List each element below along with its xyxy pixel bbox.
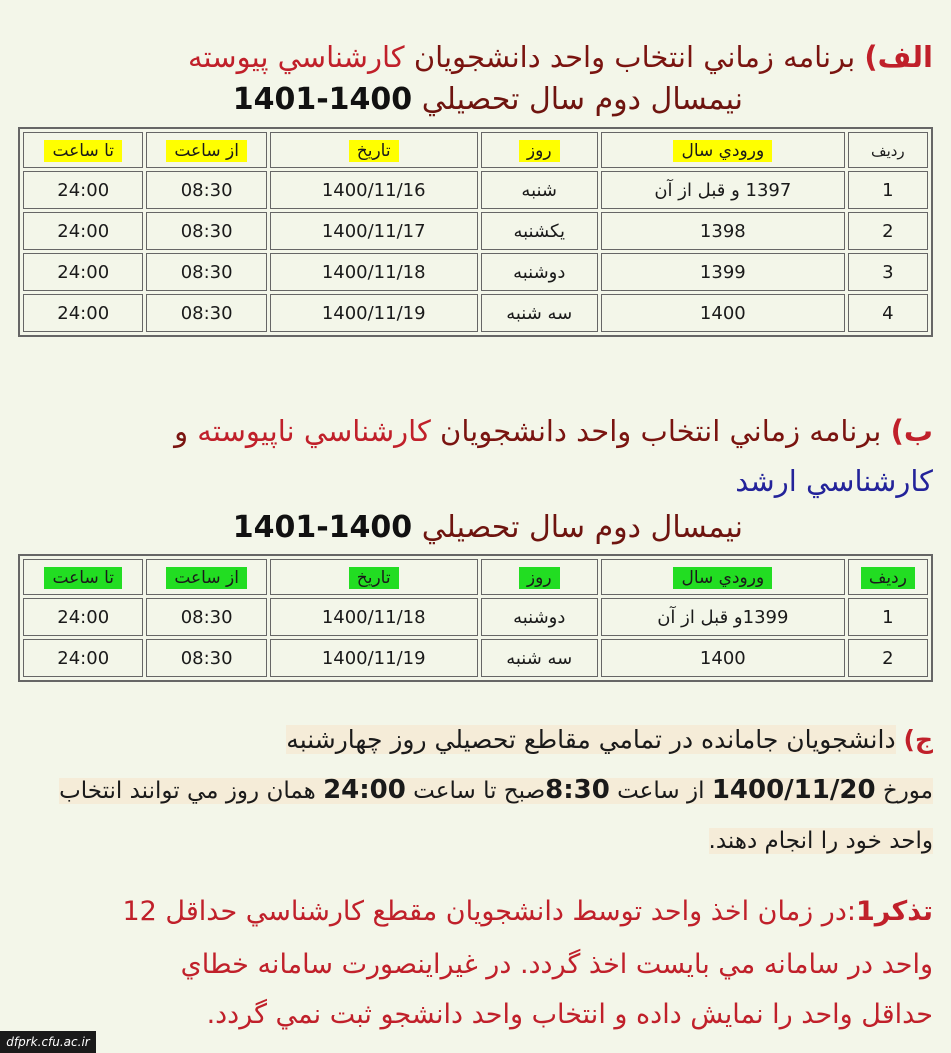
- section-a-title-highlight: كارشناسي پيوسته: [187, 40, 405, 74]
- cell-entry-year: 1400: [601, 294, 845, 332]
- cell-day: يكشنبه: [481, 212, 598, 250]
- section-c-line2-body: [59, 775, 933, 805]
- header-day: روز: [481, 559, 598, 595]
- note-line1-text: :در زمان اخذ واحد توسط دانشجويان مقطع كارشناسي حداقل 12: [122, 896, 856, 927]
- section-a-title: [10, 38, 933, 76]
- cell-day: دوشنبه: [481, 253, 598, 291]
- header-to-time: تا ساعت: [23, 559, 143, 595]
- cell-from-time: 08:30: [146, 598, 266, 636]
- cell-row-number: 2: [848, 639, 928, 677]
- note-line3: حداقل واحد را نمايش داده و انتخاب واحد دانشجو ثبت نمي گردد.: [206, 999, 933, 1030]
- cell-date: 1400/11/19: [270, 294, 478, 332]
- table-row: [23, 171, 928, 209]
- cell-from-time: 08:30: [146, 639, 266, 677]
- header-from-time: از ساعت: [146, 559, 266, 595]
- section-c-letter: ج): [903, 725, 933, 754]
- header-date: تاريخ: [270, 132, 478, 168]
- section-b-title-highlight: كارشناسي ناپيوسته: [197, 414, 431, 448]
- cell-to-time: 24:00: [23, 253, 143, 291]
- section-a-letter: الف): [864, 40, 933, 74]
- cell-from-time: 08:30: [146, 212, 266, 250]
- cell-to-time: 24:00: [23, 212, 143, 250]
- table-header-row: [23, 132, 928, 168]
- cell-to-time: 24:00: [23, 171, 143, 209]
- table-header-row: [23, 559, 928, 595]
- cell-from-time: 08:30: [146, 171, 266, 209]
- cell-from-time: 08:30: [146, 294, 266, 332]
- section-c-line1: [10, 722, 933, 758]
- table-row: [23, 253, 928, 291]
- note-label: تذكر1: [855, 896, 933, 927]
- header-to-time: تا ساعت: [23, 132, 143, 168]
- table-row: [23, 639, 928, 677]
- section-b-title-tail: و: [174, 414, 189, 448]
- section-c-line3-text: واحد خود را انجام دهند.: [708, 828, 933, 854]
- section-c-text-a: مورخ: [882, 778, 933, 804]
- cell-day: سه شنبه: [481, 639, 598, 677]
- cell-row-number: 1: [848, 598, 928, 636]
- section-c-time-end: 24:00: [323, 775, 406, 805]
- cell-entry-year: 1398: [601, 212, 845, 250]
- cell-entry-year: 1397 و قبل از آن: [601, 171, 845, 209]
- section-c-date: 1400/11/20: [711, 775, 876, 805]
- section-b-title: [10, 412, 933, 450]
- section-b-year: 1400-1401: [232, 510, 413, 545]
- cell-date: 1400/11/16: [270, 171, 478, 209]
- table-row: [23, 294, 928, 332]
- cell-day: سه شنبه: [481, 294, 598, 332]
- note-line2: واحد در سامانه مي بايست اخذ گردد. در غيراينصورت سامانه خطاي: [180, 949, 933, 980]
- section-c-line1-text: دانشجويان جامانده در تمامي مقاطع تحصيلي روز چهارشنبه: [286, 725, 896, 754]
- cell-row-number: 1: [848, 171, 928, 209]
- section-b-subtitle: [233, 510, 743, 545]
- cell-to-time: 24:00: [23, 598, 143, 636]
- cell-entry-year: 1399: [601, 253, 845, 291]
- header-entry-year: ورودي سال: [601, 559, 845, 595]
- note-line1: [10, 892, 933, 932]
- header-row-number: رديف: [848, 132, 928, 168]
- site-watermark-logo: dfprk.cfu.ac.ir: [0, 1031, 96, 1053]
- section-c-text-b: از ساعت: [617, 778, 705, 804]
- schedule-table-a: [18, 127, 933, 337]
- cell-date: 1400/11/19: [270, 639, 478, 677]
- section-c-line2: [10, 772, 933, 809]
- section-c-time-start: 8:30: [545, 775, 610, 805]
- cell-to-time: 24:00: [23, 294, 143, 332]
- section-a-subtitle-text: نيمسال دوم سال تحصيلي: [421, 82, 743, 117]
- section-b-line2: كارشناسي ارشد: [735, 464, 933, 498]
- cell-entry-year: 1400: [601, 639, 845, 677]
- section-b-letter: ب): [890, 414, 933, 448]
- table-row: [23, 598, 928, 636]
- cell-day: دوشنبه: [481, 598, 598, 636]
- cell-date: 1400/11/18: [270, 598, 478, 636]
- table-row: [23, 212, 928, 250]
- header-day: روز: [481, 132, 598, 168]
- section-a-year: 1400-1401: [232, 82, 413, 117]
- cell-date: 1400/11/18: [270, 253, 478, 291]
- cell-day: شنبه: [481, 171, 598, 209]
- cell-entry-year: 1399و قبل از آن: [601, 598, 845, 636]
- section-c-line3: [10, 823, 933, 859]
- header-date: تاريخ: [270, 559, 478, 595]
- header-entry-year: ورودي سال: [601, 132, 845, 168]
- section-c-text-d: همان روز مي توانند انتخاب: [59, 778, 316, 804]
- cell-row-number: 3: [848, 253, 928, 291]
- section-c-text-c: صبح تا ساعت: [413, 778, 546, 804]
- cell-to-time: 24:00: [23, 639, 143, 677]
- section-b-subtitle-text: نيمسال دوم سال تحصيلي: [421, 510, 743, 545]
- cell-row-number: 2: [848, 212, 928, 250]
- cell-from-time: 08:30: [146, 253, 266, 291]
- cell-row-number: 4: [848, 294, 928, 332]
- header-from-time: از ساعت: [146, 132, 266, 168]
- section-a-title-text: برنامه زماني انتخاب واحد دانشجويان: [413, 40, 856, 74]
- section-a-subtitle: [233, 82, 743, 117]
- schedule-table-b: [18, 554, 933, 682]
- cell-date: 1400/11/17: [270, 212, 478, 250]
- section-b-title-text: برنامه زماني انتخاب واحد دانشجويان: [440, 414, 882, 448]
- header-row-number: رديف: [848, 559, 928, 595]
